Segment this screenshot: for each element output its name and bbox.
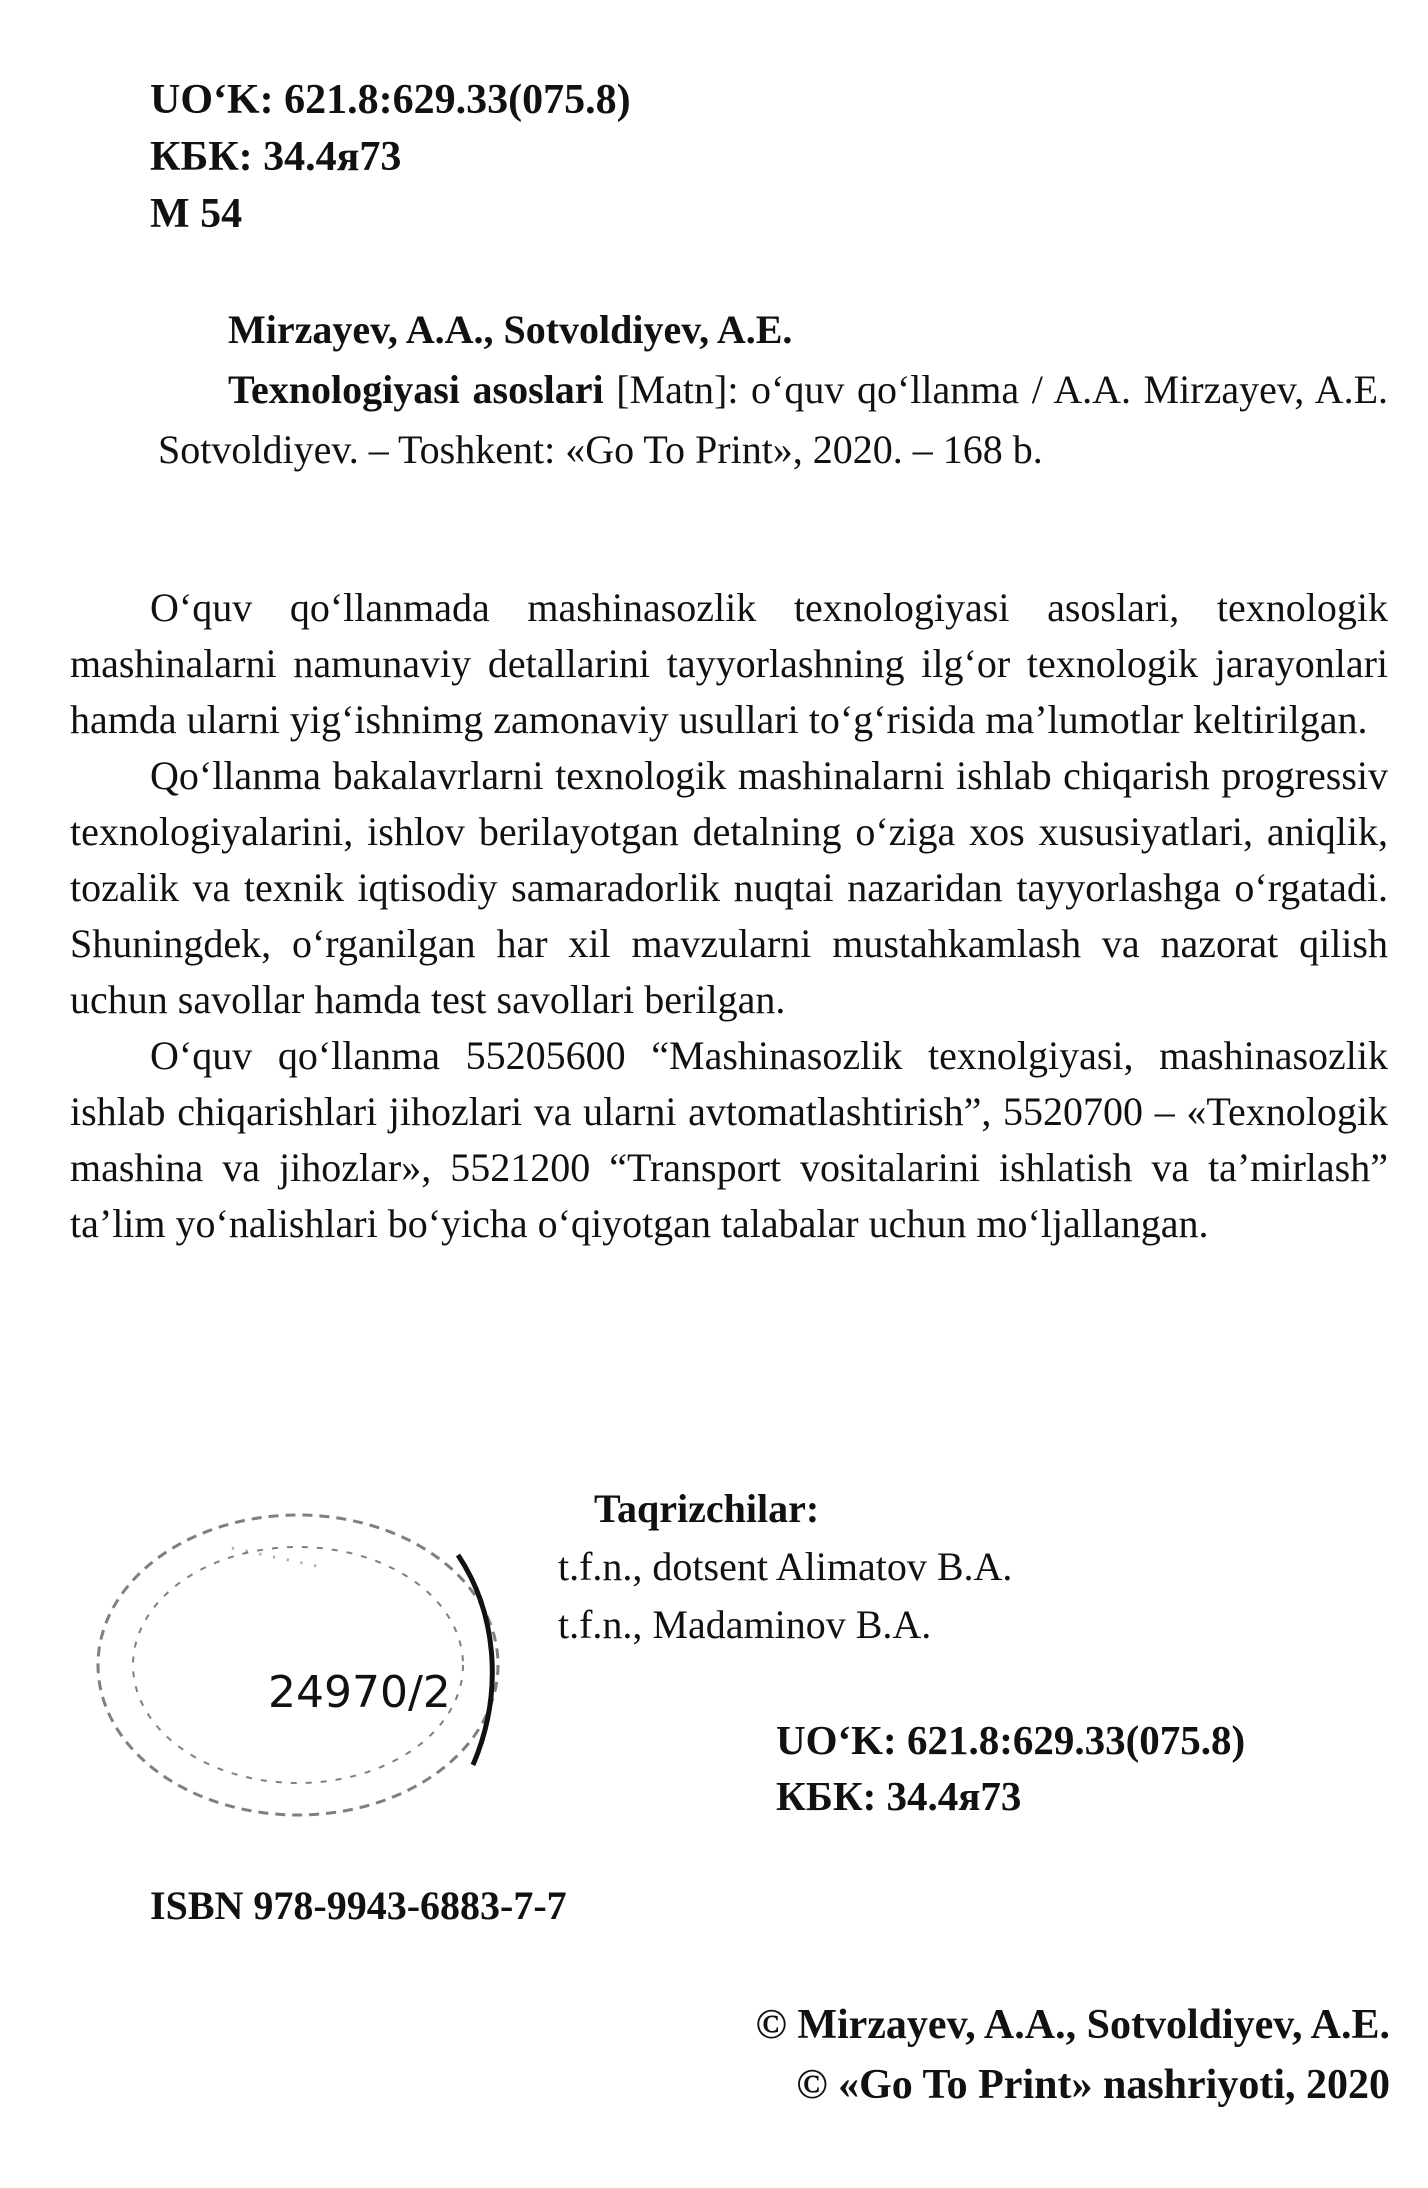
copyright-authors: © Mirzayev, A.A., Sotvoldiyev, A.E.	[755, 2002, 1390, 2048]
copyright-publisher: © «Go To Print» nashriyoti, 2020	[796, 2062, 1390, 2108]
record-authors: Mirzayev, A.A., Sotvoldiyev, A.E.	[228, 307, 793, 352]
udk-code: UO‘K: 621.8:629.33(075.8)	[776, 1717, 1246, 1763]
annotation-paragraph: O‘quv qo‘llanmada mashinasozlik texnologiyasi asoslari, texnologik mashinalarni namunaviy detallarini tayyorlashning ilg‘or texnologik jarayonlari hamda ularni yig‘ishnimg zamonaviy usullari to‘g‘risida ma’lumotlar keltirilgan.	[70, 585, 1388, 742]
bbk-code: КБК: 34.4я73	[150, 134, 402, 180]
classification-codes-bottom	[776, 1712, 1245, 1824]
annotation-paragraph: O‘quv qo‘llanma 55205600 “Mashinasozlik texnolgiyasi, mashinasozlik ishlab chiqarishlari jihozlari va ularni avtomatlashtirish”, 5520700 – «Texnologik mashina va jihozlar», 5521200 “Transport vositalarini ishlatish va ta’mirlash” ta’lim yo‘nalishlari bo‘yicha o‘qiyotgan talabalar uchun mo‘ljallangan.	[70, 1033, 1388, 1246]
reviewer-item: t.f.n., Madaminov B.A.	[558, 1602, 932, 1647]
record-title: Texnologiyasi asoslari	[228, 367, 604, 412]
isbn: ISBN 978-9943-6883-7-7	[150, 1883, 567, 1928]
record-entry	[158, 360, 1388, 480]
bbk-code: КБК: 34.4я73	[776, 1773, 1022, 1819]
annotation	[70, 580, 1388, 1252]
classification-codes-top	[150, 72, 631, 243]
copyright-block	[755, 1995, 1390, 2115]
udk-code: UO‘K: 621.8:629.33(075.8)	[150, 77, 631, 123]
svg-text:· · · · · · ·: · · · · · · ·	[226, 1536, 321, 1580]
reviewer-item: t.f.n., dotsent Alimatov B.A.	[558, 1544, 1013, 1589]
reviewers	[558, 1480, 1012, 1654]
reviewers-heading: Taqrizchilar:	[594, 1486, 820, 1531]
annotation-paragraph: Qo‘llanma bakalavrlarni texnologik mashinalarni ishlab chiqarish progressiv texnologiyalarini, ishlov berilayotgan detalning o‘ziga xos xususiyatlari, aniqlik, tozalik va texnik iqtisodiy samaradorlik nuqtai nazaridan tayyorlashga o‘rgatadi. Shuningdek, o‘rganilgan har xil mavzularni mustahkamlash va nazorat qilish uchun savollar hamda test savollari berilgan.	[70, 753, 1388, 1022]
record-description: [Matn]: o‘quv qo‘llanma / A.A. Mirzayev, A.E. Sotvoldiyev. – Toshkent: «Go To Print», 2020. – 168 b.	[158, 367, 1388, 472]
library-stamp	[78, 1495, 518, 1825]
stamp-handwritten-number: 24970/2	[268, 1667, 451, 1718]
author-mark: M 54	[150, 191, 243, 237]
bibliographic-record	[158, 300, 1388, 480]
